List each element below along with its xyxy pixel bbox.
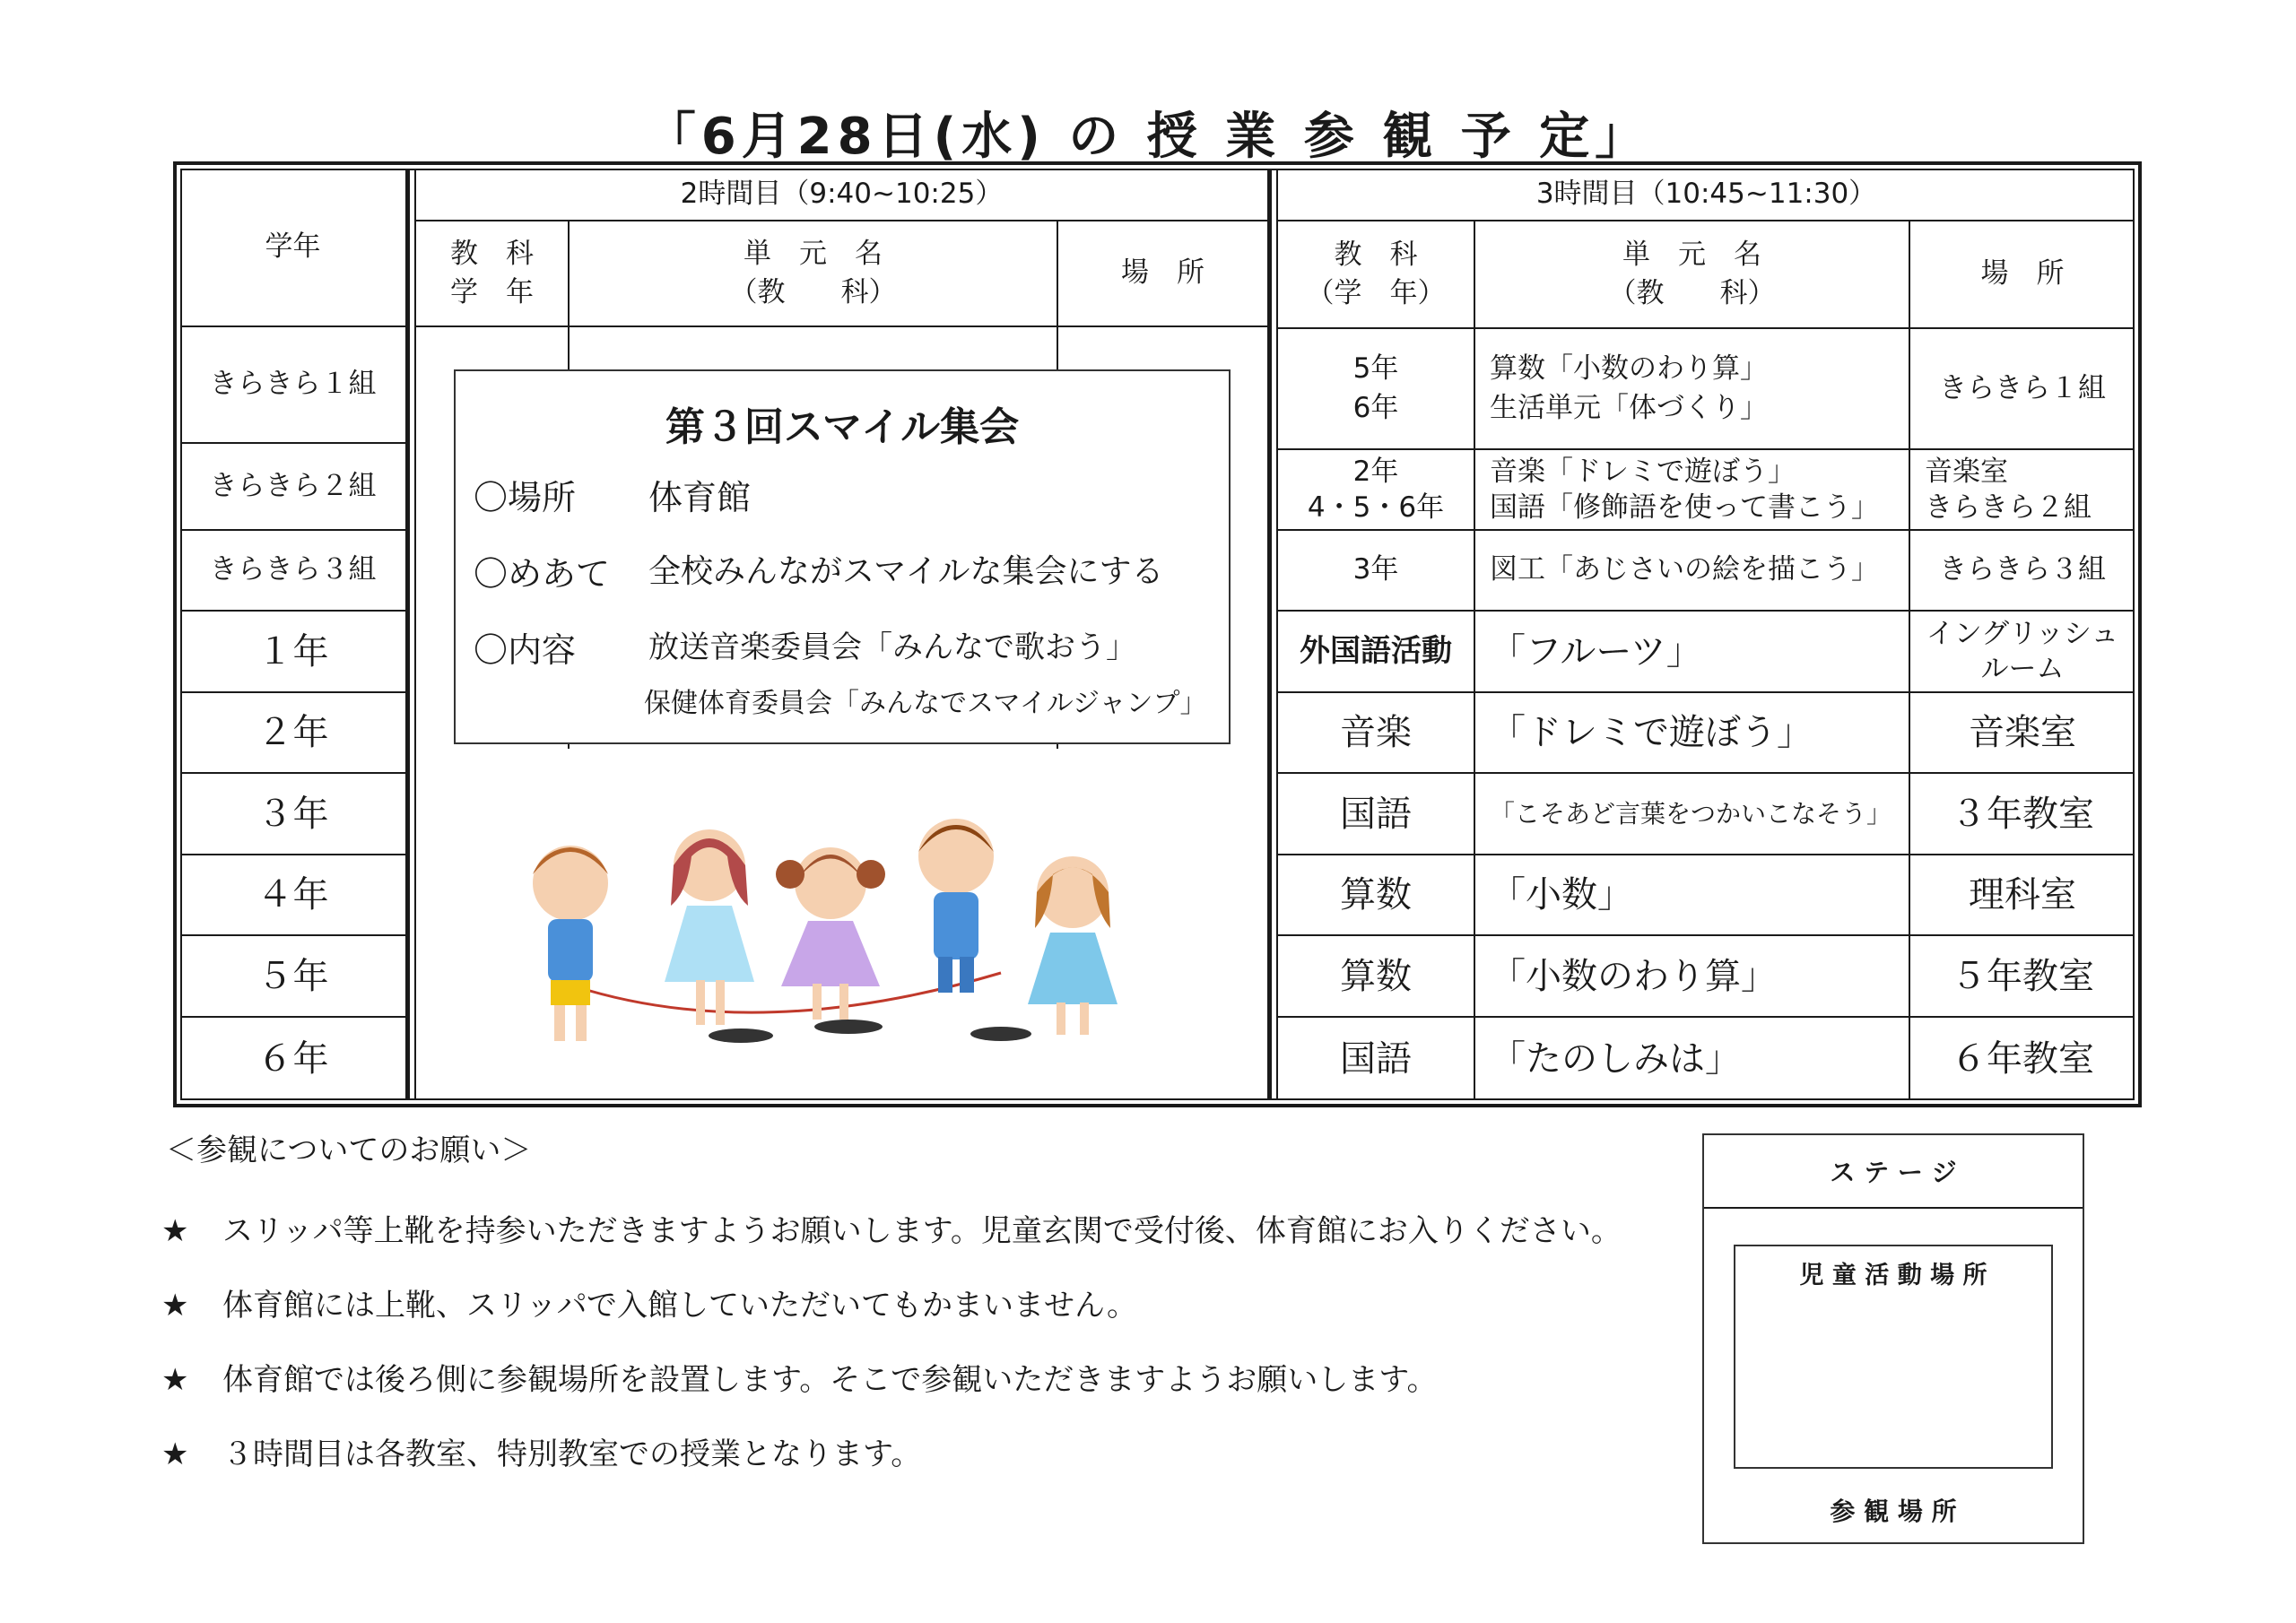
- period2-header: 2時間目（9:40~10:25）: [680, 177, 1004, 210]
- period3-place: 理科室: [1969, 874, 2076, 916]
- assembly-content-value-2: 保健体育委員会「みんなでスマイルジャンプ」: [644, 688, 1207, 719]
- gym-floor-map: [1702, 1133, 2084, 1544]
- notes-item-text: ３時間目は各教室、特別教室での授業となります。: [222, 1436, 922, 1472]
- period3-col-place: 場 所: [1980, 257, 2065, 291]
- period3-place: イングリッシュ ルーム: [1926, 617, 2119, 685]
- period3-subject: 5年 6年: [1352, 352, 1399, 424]
- grade-cell: きらきら１組: [209, 368, 377, 401]
- period3-place: きらきら３組: [1939, 553, 2106, 586]
- assembly-goal-value: 全校みんながスマイルな集会にする: [648, 553, 1164, 590]
- stage-label: ス テ ー ジ: [1830, 1158, 1957, 1187]
- notes-item: [161, 1429, 921, 1473]
- period3-place: きらきら１組: [1939, 371, 2106, 404]
- grade-cell: ３年: [257, 793, 329, 835]
- notes-item-text: 体育館には上靴、スリッパで入館していただいてもかまいません。: [222, 1288, 1137, 1324]
- assembly-content-value-1: 放送音楽委員会「みんなで歌おう」: [648, 629, 1136, 665]
- assembly-info-box: [454, 369, 1231, 744]
- period3-unit: 図工「あじさいの絵を描こう」: [1490, 553, 1879, 586]
- assembly-goal-label: 〇めあて: [474, 554, 611, 594]
- star-icon: ★: [161, 1362, 189, 1398]
- star-icon: ★: [161, 1436, 189, 1472]
- star-icon: ★: [161, 1288, 189, 1324]
- grade-cell: ５年: [257, 955, 329, 997]
- student-area-label: 児 童 活 動 場 所: [1799, 1262, 1987, 1289]
- notes-item: [161, 1206, 1622, 1250]
- period3-place: 音楽室: [1969, 712, 2076, 753]
- grade-cell: １年: [257, 630, 329, 673]
- period3-place: ３年教室: [1951, 793, 2094, 835]
- period2-col-place: 場 所: [1121, 256, 1205, 290]
- period3-place: 音楽室 きらきら２組: [1925, 455, 2092, 524]
- notes-heading: ＜参観についてのお願い＞: [166, 1133, 532, 1168]
- period3-subject: 音楽: [1340, 712, 1412, 753]
- period2-col-unit: 単 元 名 （教 科）: [729, 237, 897, 308]
- period3-header: 3時間目（10:45~11:30）: [1535, 177, 1877, 210]
- notes-item-text: スリッパ等上靴を持参いただきますようお願いします。児童玄関で受付後、体育館にお入りください。: [222, 1213, 1622, 1249]
- period3-unit: 音楽「ドレミで遊ぼう」 国語「修飾語を使って書こう」: [1490, 455, 1879, 524]
- period3-col-unit: 単 元 名 （教 科）: [1608, 238, 1776, 309]
- period3-unit: 「小数」: [1490, 874, 1633, 916]
- grade-cell: ４年: [257, 874, 329, 916]
- grade-cell: ６年: [257, 1038, 329, 1080]
- period3-unit: 「小数のわり算」: [1490, 955, 1777, 997]
- period3-subject: 外国語活動: [1300, 632, 1452, 669]
- period3-unit: 算数「小数のわり算」 生活単元「体づくり」: [1490, 352, 1768, 424]
- period3-subject: 算数: [1340, 874, 1412, 916]
- period3-place: ６年教室: [1951, 1038, 2094, 1080]
- children-jump-rope-illustration: [418, 749, 1266, 1098]
- period3-subject: 国語: [1340, 1038, 1412, 1080]
- period3-subject: 3年: [1352, 553, 1399, 586]
- star-icon: ★: [161, 1213, 189, 1249]
- period3-subject: 算数: [1340, 955, 1412, 997]
- period2-col-subject: 教 科 学 年: [450, 237, 534, 308]
- grade-header: 学年: [265, 230, 321, 263]
- period3-col-subject: 教 科 （学 年）: [1306, 238, 1446, 309]
- period3-unit: 「たのしみは」: [1490, 1038, 1741, 1080]
- notes-item: [161, 1280, 1137, 1324]
- period3-place: ５年教室: [1951, 955, 2094, 997]
- assembly-place-label: 〇場所: [474, 478, 577, 517]
- grade-cell: ２年: [257, 712, 329, 753]
- grade-cell: きらきら２組: [209, 469, 377, 502]
- assembly-place-value: 体育館: [648, 478, 752, 517]
- page-title: 「6月28日(水) の 授 業 参 観 予 定」: [645, 108, 1651, 166]
- period3-subject: 国語: [1340, 793, 1412, 835]
- period3-unit: 「ドレミで遊ぼう」: [1490, 712, 1813, 753]
- assembly-content-label: 〇内容: [474, 630, 577, 670]
- notes-item-text: 体育館では後ろ側に参観場所を設置します。そこで参観いただきますようお願いします。: [222, 1362, 1438, 1398]
- viewing-area-label: 参 観 場 所: [1830, 1497, 1957, 1526]
- student-area-box: [1734, 1245, 2053, 1469]
- notes-item: [161, 1355, 1438, 1399]
- period3-unit: 「こそあど言葉をつかいこなそう」: [1490, 798, 1892, 829]
- period3-subject: 2年 4・5・6年: [1307, 455, 1445, 524]
- assembly-title: 第３回スマイル集会: [665, 404, 1020, 450]
- period3-unit: 「フルーツ」: [1490, 630, 1702, 673]
- grade-cell: きらきら３組: [209, 553, 377, 586]
